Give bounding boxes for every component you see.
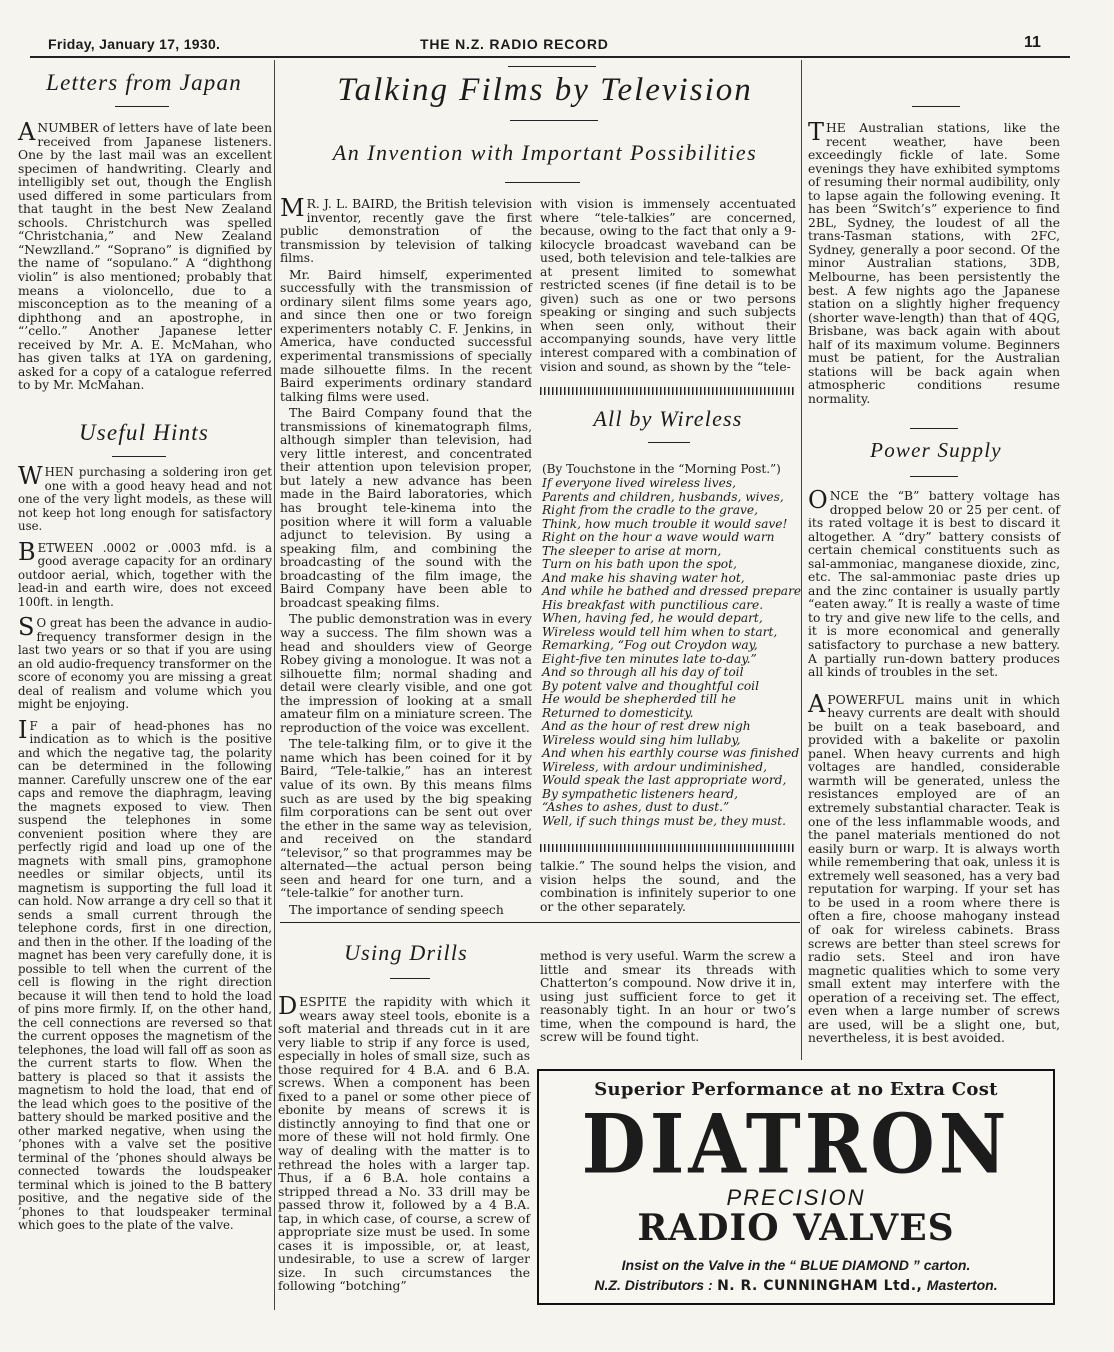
poem-line: And while he bathed and dressed prepare	[542, 584, 802, 598]
poem-line: By potent valve and thoughtful coil	[542, 678, 759, 693]
title-rule	[648, 442, 690, 443]
article-paragraph: with vision is immensely accentuated where “tele-talkies” are concerned, because, owing to the fact that only a 9-kilocycle broadcast waveband can be used, both television and tele-talkies are at present limited to somewhat restricted scenes (if fine detail is to be given) such as one or two persons speaking or singing and such subjects when seen only, without their accompanying sounds, have very little interest compared with a combination of vision and sound, as shown by the “tele-	[540, 197, 796, 374]
title-rule	[112, 456, 166, 457]
article-paragraph: method is very useful. Warm the screw a little and smear its threads with Chatterton’s compound. Now drive it in, using just sufficient force to get it reasonably tight. In an hour or two’s time, when the compound is hard, the screw will be found tight.	[540, 949, 796, 1045]
drop-cap: A	[18, 118, 36, 146]
article-paragraph: POWERFUL mains unit in which heavy currents are dealt with should be built on a teak baseboard, and provided with a bakelite or paxolin panel. When heavy currents and high voltages are handled, considerable warmth will be generated, unless the resistances employed are of an extremely substantial character. Teak is one of the less inflammable woods, and the panel materials mentioned do not easily burn or warp. It is always worth while remembering that oak, unless it is extremely well seasoned, has a very bad reputation for warping. If your set has to be used in a room where there is often a fire, choose mahogany instead of oak for wireless cabinets. Brass screws are better than steel screws for radio sets. Steel and iron have magnetic qualities which to some very small extent may interfere with the operation of a receiving set. The effect, even when a large number of screws are used, will be a slight one, but, nevertheless, it is best avoided.	[808, 692, 1060, 1046]
poem-line: When, having fed, he would depart,	[542, 611, 763, 625]
poem-line: Wireless, with ardour undiminished,	[542, 759, 767, 774]
talking-films-col1	[280, 194, 532, 920]
poem-line: Right on the hour a wave would warn	[542, 530, 775, 544]
drills-title: Using Drills	[344, 940, 468, 965]
drop-cap: A	[808, 689, 826, 718]
column-divider	[274, 60, 275, 1310]
talking-films-col2	[540, 198, 796, 377]
article-paragraph: HE Australian stations, like the recent weather, have been exceedingly fickle of late. Some evenings they have exhibited symptoms of resuming their normal audibility, only to lapse again the following evening. It has been “Switch’s” experience to find 2BL, Sydney, the loudest of all the trans-Tasman stations, with 2FC, Sydney, generally a poor second. Of the minor Australian stations, 3DB, Melbourne, has been persistently the best. A few nights ago the Japanese station on a slightly higher frequency (shorter wave-length) than that of 4QG, Brisbane, was back again with about half of its maximum volume. Beginners must be patient, for the Australian stations will be back again when atmospheric conditions resume normality.	[808, 121, 1060, 406]
poem-line: Think, how much trouble it would save!	[542, 516, 788, 531]
title-rule	[510, 120, 598, 121]
drop-cap: M	[280, 194, 305, 222]
drop-cap: D	[278, 992, 298, 1020]
drop-cap: O	[808, 486, 828, 514]
drop-cap: T	[808, 118, 825, 146]
poem-line: Wireless would sing him lullaby,	[542, 732, 741, 747]
wireless-title: All by Wireless	[593, 406, 743, 431]
drop-cap: S	[18, 613, 35, 641]
ad-insist: Insist on the Valve in the “ BLUE DIAMOND ” carton.	[621, 1257, 971, 1273]
header-rule	[30, 56, 1070, 58]
poem-line: He would be shepherded till he	[542, 692, 737, 706]
ornamental-rule	[540, 844, 795, 852]
title-rule	[505, 182, 580, 183]
poem-line: If everyone lived wireless lives,	[542, 476, 736, 490]
page-header	[0, 0, 1114, 70]
ad-distributors	[539, 1277, 1053, 1294]
hint-text: HEN purchasing a soldering iron get one with a good heavy head and not one of the very light models, as these will not keep hot long enough for satisfactory use.	[18, 465, 272, 533]
poem-line: And so through all his day of toil	[542, 665, 744, 679]
wireless-byline: (By Touchstone in the “Morning Post.”)	[542, 462, 781, 476]
ornamental-rule	[540, 387, 795, 395]
poem-line: And when his earthly course was finished	[542, 746, 800, 760]
ad-brand: DIATRON	[581, 1097, 1011, 1193]
drop-cap: I	[18, 715, 28, 744]
poem-line: Turn on his bath upon the spot,	[542, 557, 737, 571]
article-paragraph: ESPITE the rapidity with which it wears away steel tools, ebonite is a soft material and threads cut in it are very liable to strip if any force is used, especially in holes of small size, such as those required for 4 B.A. and 6 B.A. screws. When a component has been fixed to a panel or some other piece of ebonite by means of screws it is distinctly annoying to find that one or more of these will not hold firmly. One way of dealing with the matter is to rethread the holes with a larger tap. Thus, if a 6 B.A. hole contains a stripped thread a No. 33 drill may be passed throw it, followed by a 4 B.A. tap, in which case, of course, a screw of appropriate size must be used. In some cases it is impossible, or, at least, undesirable, to use a screw of larger size. In such circumstances the following “botching”	[278, 995, 530, 1294]
ad-distributors-town: Masterton.	[926, 1277, 998, 1293]
australian-article	[808, 118, 1060, 409]
article-paragraph: The importance of sending speech	[289, 902, 504, 917]
title-rule	[912, 106, 960, 107]
title-rule	[910, 428, 958, 429]
issue-date: Friday, January 17, 1930.	[48, 36, 221, 52]
power-article	[808, 486, 1060, 1049]
poem-line: Would speak the last appropriate word,	[542, 773, 787, 787]
title-rule	[910, 476, 958, 477]
publication-name: THE N.Z. RADIO RECORD	[420, 36, 609, 52]
article-paragraph: R. J. L. BAIRD, the British television inventor, recently gave the first public demonstration of the transmission by television of talking films.	[280, 197, 532, 266]
poem-line: And make his shaving water hot,	[542, 570, 745, 585]
hints-title: Useful Hints	[78, 420, 210, 445]
poem-line: Well, if such things must be, they must.	[542, 813, 786, 828]
article-paragraph: The public demonstration was in every way a success. The film shown was a head and shoulders view of George Robey giving a monologue. It was not a silhouette film; normal shading and detail were clearly visible, and one got the impression of looking at a small amateur film on a miniature screen. The reproduction of the voice was excellent.	[280, 612, 532, 735]
article-paragraph: The tele-talking film, or to give it the name which has been coined for it by Baird, “Tele-talkie,” has an interest value of its own. By this means films such as are used by the big speaking film corporations can be sent out over the ether in the same way as television, and received on the standard “televisor,” so that programmes may be alternated—the actual person being seen and heard for one turn, and a “tele-talkie” for another turn.	[280, 737, 532, 901]
hints-article	[18, 462, 272, 1236]
poem-line: Parents and children, husbands, wives,	[542, 489, 784, 504]
letters-title: Letters from Japan	[46, 70, 242, 95]
drop-cap: B	[18, 537, 36, 566]
poem-line: “Ashes to ashes, dust to dust.”	[542, 800, 730, 814]
poem-line: By sympathetic listeners heard,	[542, 786, 738, 801]
ad-product: RADIO VALVES	[637, 1207, 955, 1249]
letters-article	[18, 118, 272, 396]
article-paragraph: Mr. Baird himself, experimented successfully with the transmission of ordinary silent films some years ago, and since then one or two foreign experimenters notably C. F. Jenkins, in America, have conducted successful experimental transmissions of specially made silhouette films. In the recent Baird experiments ordinary standard talking films were used.	[280, 267, 532, 404]
section-rule	[280, 922, 800, 923]
article-paragraph: talkie.” The sound helps the vision, and vision helps the sound, and the combination is infinitely superior to one or the other separately.	[540, 859, 796, 914]
letters-text: NUMBER of letters have of late been received from Japanese listeners. One by the last mail was an excellent specimen of handwriting. Clearly and intelligibly set out, though the English used differed in some particulars from that taught in the best New Zealand schools. Christchurch was spelled “Christchania,” and New Zealand “Newzlland.” “Soprano” is dignified by the name of “sopulano.” A “dighthong violin” is also mentioned; probably that means a violoncello, due to a misconception as to the meaning of a diphthong and an apostrophe, in “’cello.” Another Japanese letter received by Mr. A. E. McMahan, who has given talks at 1YA on gardening, asked for a copy of a catalogue referred to by Mr. McMahan.	[18, 121, 272, 393]
poem-line: Eight-five ten minutes late to-day.”	[542, 651, 757, 666]
poem-line: The sleeper to arise at morn,	[542, 543, 722, 558]
poem-line: Right from the cradle to the grave,	[542, 503, 758, 517]
drills-col1	[278, 992, 530, 1297]
ad-distributors-label: N.Z. Distributors :	[594, 1277, 713, 1293]
ad-tagline: Superior Performance at no Extra Cost	[594, 1079, 998, 1100]
hint-text: O great has been the advance in audio-frequency transformer design in the last two years or so that if you are using an old audio-frequency transformer on the score of economy you are missing a great deal of realism and volume which you might be enjoying.	[18, 616, 272, 711]
poem-line: Wireless would tell him when to start,	[542, 624, 778, 639]
drills-col2	[540, 950, 796, 1048]
article-paragraph: NCE the “B” battery voltage has dropped below 20 or 25 per cent. of its rated voltage it is best to discard it altogether. A “dry” battery consists of certain chemical constituents such as sal-ammoniac, manganese dioxide, zinc, etc. The sal-ammoniac paste dries up and the zinc container is usually partly “eaten away.” It is really a waste of time to try and give new life to the cells, and it is more economical and generally satisfactory to purchase a new battery. A partially run-down battery produces all kinds of troubles in the set.	[808, 489, 1060, 680]
title-rule	[390, 978, 430, 979]
ad-precision: PRECISION	[726, 1185, 866, 1210]
diatron-advertisement	[537, 1069, 1055, 1305]
talking-films-conclusion	[540, 860, 796, 917]
column-divider	[801, 60, 802, 1060]
poem-line: Returned to domesticity.	[542, 705, 694, 720]
power-title: Power Supply	[870, 438, 1002, 462]
title-rule	[115, 106, 169, 107]
article-paragraph: The Baird Company found that the transmissions of kinematograph films, although simpler than television, had very little interest, and concentrated their attention upon television proper, but lately a new advance has been made in the Baird laboratories, which has brought tele-kinema into the position where it will form a valuable adjunct to television. By using a speaking film, and combining the broadcasting of the sound with the broadcasting of the film image, the Baird Company have been able to broadcast speaking films.	[280, 406, 532, 610]
drop-cap: W	[18, 462, 43, 490]
poem-line: Remarking, “Fog out Croydon way,	[542, 638, 758, 652]
hint-text: F a pair of head-phones has no indication as to which is the positive and which the negative tag, the polarity can be determined in the following manner. Carefully unscrew one of the ear caps and remove the diaphragm, leaving the magnets exposed to view. Then suspend the telephones in some convenient position where they are perfectly rigid and load up one of the magnets with small pins, gramophone needles or similar objects, until its magnetism is supporting the full load it can hold. Now arrange a dry cell so that it sends a small current through the telephone cords, first in one direction, and then in the other. If the loading of the magnet has been very carefully done, it is possible to tell when the current of the cell is flowing in the right direction because it will then tend to hold the load of pins more firmly. If, on the other hand, the cell connections are reversed so that the current opposes the magnetism of the telephones, the load will fall off as soon as the current starts to flow. When the battery is placed so that it assists the magnetism to hold the load, that end of the lead which goes to the positive of the battery should be marked positive and the other marked negative, when using the ’phones with a valve set the positive terminal of the ’phones should always be connected towards the loudspeaker terminal which is joined to the B battery positive, and the negative side of the ’phones to that loudspeaker terminal which goes to the plate of the valve.	[18, 718, 272, 1232]
talking-films-subtitle: An Invention with Important Possibilities	[332, 140, 758, 165]
page-number: 11	[1024, 34, 1041, 51]
poem-line: And as the hour of rest drew nigh	[542, 719, 751, 733]
ad-distributors-name: N. R. CUNNINGHAM Ltd.,	[717, 1278, 923, 1294]
wireless-poem	[542, 477, 800, 828]
hint-text: ETWEEN .0002 or .0003 mfd. is a good average capacity for an ordinary outdoor aerial, which, together with the lead-in and earth wire, does not exceed 100ft. in length.	[18, 540, 272, 609]
title-rule	[508, 66, 596, 67]
poem-line: His breakfast with punctilious care.	[542, 597, 764, 612]
talking-films-title: Talking Films by Television	[337, 72, 753, 108]
